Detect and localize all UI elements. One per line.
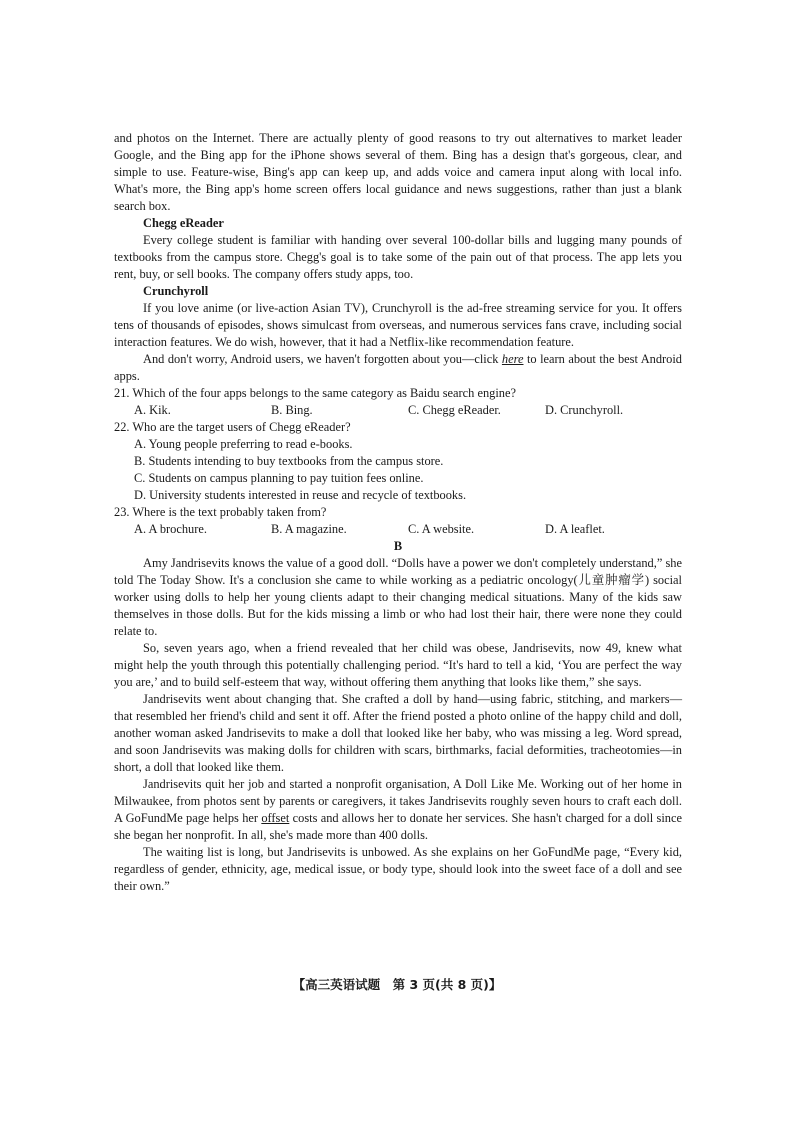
paragraph-4-text-a: Jandrisevits quit her job and started a nonprofit organisation, A Doll Like Me. Working out of her home in Milwaukee, from photos sent by parents or caregivers, it takes Jandrisevits roughly seven hours to craft each doll. A GoFundMe page helps her <box>114 777 682 825</box>
question-22-option-d: D. University students interested in reuse and recycle of textbooks. <box>134 488 467 502</box>
question-23-stem: 23. Where is the text probably taken from? <box>114 505 327 519</box>
question-22-option-b: B. Students intending to buy textbooks from the campus store. <box>134 454 444 468</box>
chegg-paragraph: Every college student is familiar with handing over several 100-dollar bills and lugging many pounds of textbooks from the campus store. Chegg's goal is to take some of the pain out of that process. The app lets you rent, buy, or sell books. The company offers study apps, too. <box>114 233 682 281</box>
crunchyroll-heading: Crunchyroll <box>143 284 209 298</box>
question-21-option-b: B. Bing. <box>271 403 313 417</box>
android-text-a: And don't worry, Android users, we haven't forgotten about you—click <box>143 352 502 366</box>
question-21-option-c: C. Chegg eReader. <box>408 403 501 417</box>
crunchyroll-paragraph: If you love anime (or live-action Asian TV), Crunchyroll is the ad-free streaming service for you. It offers tens of thousands of episodes, shows simulcast from overseas, and numerous services fans crave, including social interaction features. We do wish, however, that it had a Netflix-like recommendation feature. <box>114 301 682 349</box>
question-22-option-a: A. Young people preferring to read e-books. <box>134 437 353 451</box>
intro-paragraph: and photos on the Internet. There are actually plenty of good reasons to try out alternatives to market leader Google, and the Bing app for the iPhone shows several of them. Bing has a design that's gorgeous, clear, and simple to use. Feature-wise, Bing's app can keep up, and adds voice and camera input along with local info. What's more, the Bing app's home screen offers local guidance and news suggestions, rather than just a blank search box. <box>114 131 682 213</box>
section-b-paragraph-2: So, seven years ago, when a friend revealed that her child was obese, Jandrisevits, now 49, knew what might help the youth through this potentially challenging period. “It's hard to tell a kid, ‘You are perfect the way you are,’ and to build self-esteem that way, without offering them anything that looks like them,” she says. <box>114 641 682 689</box>
section-b-paragraph-1: Amy Jandrisevits knows the value of a good doll. “Dolls have a power we don't completely understand,” she told The Today Show. It's a conclusion she came to while working as a pediatric oncology(儿童肿瘤学) social worker using dolls to help her young clients adapt to their changing medical situations. Many of the kids saw themselves in those dolls. But for the kids missing a limb or who had lost their hair, there were none they could relate to. <box>114 556 682 638</box>
here-link[interactable]: here <box>501 352 524 366</box>
question-23-option-c: C. A website. <box>408 522 475 536</box>
question-21-option-d: D. Crunchyroll. <box>545 403 624 417</box>
section-b-paragraph-4 <box>114 776 682 844</box>
android-paragraph <box>114 351 682 385</box>
question-23-option-a: A. A brochure. <box>134 522 207 536</box>
paragraph-4-text-b: costs and allows her to donate her services. She hasn't charged for a doll since she began her nonprofit. In all, she's made more than 400 dolls. <box>114 811 682 842</box>
question-21-stem: 21. Which of the four apps belongs to the same category as Baidu search engine? <box>114 386 516 400</box>
question-22-stem: 22. Who are the target users of Chegg eReader? <box>114 420 351 434</box>
question-23-options <box>114 521 682 538</box>
offset-underlined-word: offset <box>261 811 290 825</box>
section-b-label: B <box>393 539 403 553</box>
question-22-option-c: C. Students on campus planning to pay tuition fees online. <box>134 471 424 485</box>
question-23-option-b: B. A magazine. <box>271 522 347 536</box>
section-b-paragraph-3: Jandrisevits went about changing that. She crafted a doll by hand—using fabric, stitching, and markers—that resembled her friend's child and sent it off. After the friend posted a photo online of the happy child and doll, another woman asked Jandrisevits to make a doll that looked like her baby, who was missing a leg. Word spread, and soon Jandrisevits was making dolls for children with scars, birthmarks, facial deformities, tracheotomies—in short, a doll that looked like them. <box>114 692 682 774</box>
chegg-heading: Chegg eReader <box>143 216 224 230</box>
android-text-b: to learn about the best Android apps. <box>114 352 682 383</box>
question-23-option-d: D. A leaflet. <box>545 522 605 536</box>
question-21-option-a: A. Kik. <box>134 403 171 417</box>
question-21-options <box>114 402 682 419</box>
section-b-paragraph-5: The waiting list is long, but Jandrisevits is unbowed. As she explains on her GoFundMe page, “Every kid, regardless of gender, ethnicity, age, medical issue, or body type, should look into the sweet face of a doll and see their own.” <box>114 845 682 893</box>
page-footer: 【高三英语试题 第 3 页(共 8 页)】 <box>292 977 502 992</box>
page-content <box>114 130 682 895</box>
